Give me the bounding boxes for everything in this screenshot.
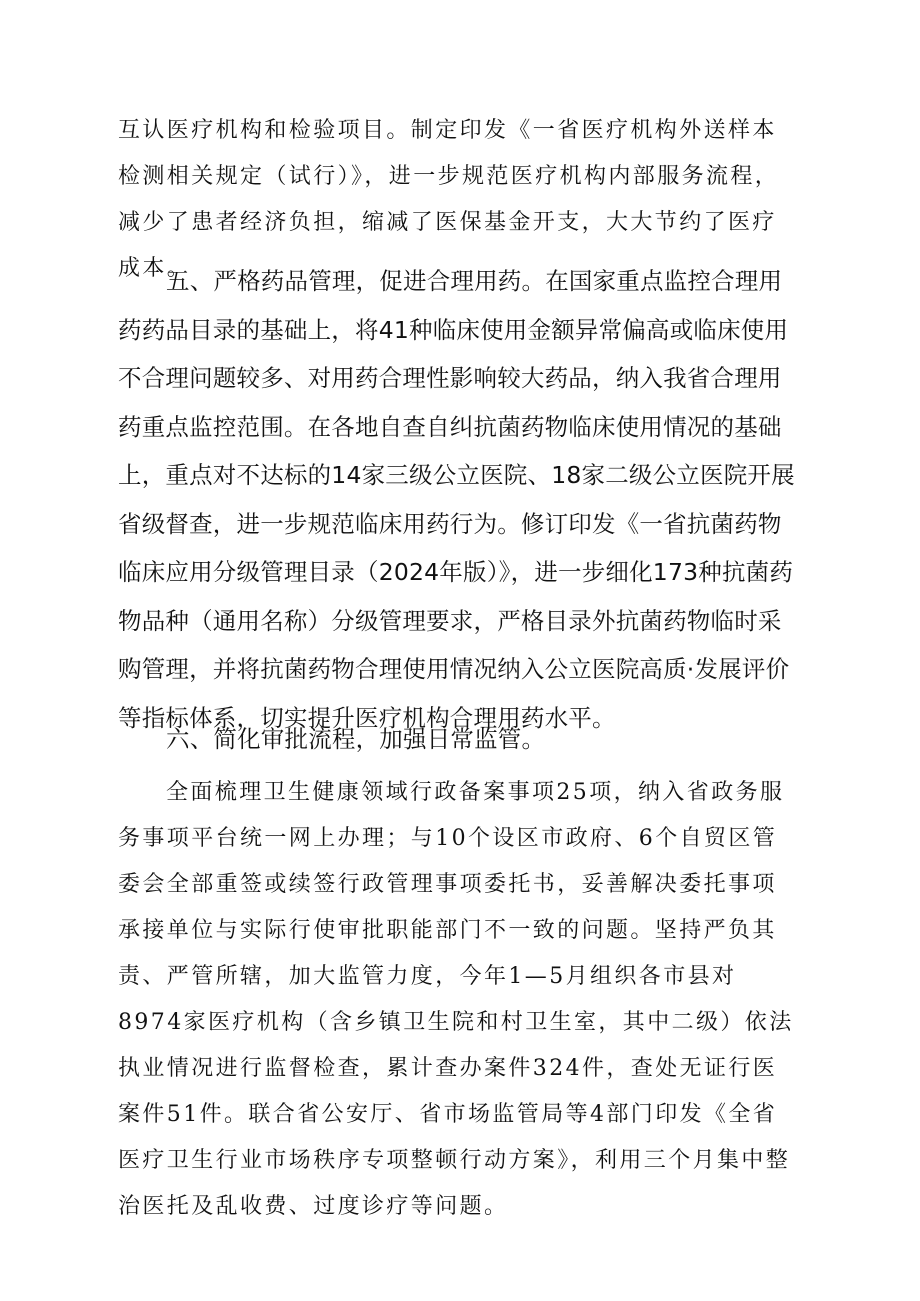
paragraph-section-six-supervision: 全面梳理卫生健康领域行政备案事项25项，纳入省政务服务事项平台统一网上办理；与10个设区市政府、6个自贸区管委会全部重签或续签行政管理事项委托书，妥善解决委托事项承接单位与实际行使审批职能部门不一致的问题。坚持严负其责、严管所辖，加大监管力度，今年1—5月组织各市县对8974家医疗机构（含乡镇卫生院和村卫生室，其中二级）依法执业情况进行监督检查，累计查办案件324件，查处无证行医案件51件。联合省公安厅、省市场监管局等4部门印发《全省医疗卫生行业市场秩序专项整顿行动方案》，利用三个月集中整治医托及乱收费、过度诊疗等问题。 <box>118 780 794 1219</box>
heading-section-six: 六、简化审批流程，加强日常监管。 <box>166 725 546 753</box>
paragraph-lab-mutual-recognition: 互认医疗机构和检验项目。制定印发《一省医疗机构外送样本检测相关规定（试行）》，进一步规范医疗机构内部服务流程，减少了患者经济负担，缩减了医保基金开支，大大节约了医疗成本。 <box>118 118 780 281</box>
paragraph-section-five-drug-management: 五、严格药品管理，促进合理用药。在国家重点监控合理用药药品目录的基础上，将41种临床使用金额异常偏高或临床使用不合理问题较多、对用药合理性影响较大药品，纳入我省合理用药重点监控范围。在各地自查自纠抗菌药物临床使用情况的基础上，重点对不达标的14家三级公立医院、18家二级公立医院开展省级督查，进一步规范临床用药行为。修订印发《一省抗菌药物临床应用分级管理目录（2024年版）》，进一步细化173种抗菌药物品种（通用名称）分级管理要求，严格目录外抗菌药物临时采购管理，并将抗菌药物合理使用情况纳入公立医院高质·发展评价等指标体系，切实提升医疗机构合理用药水平。 <box>118 267 795 732</box>
